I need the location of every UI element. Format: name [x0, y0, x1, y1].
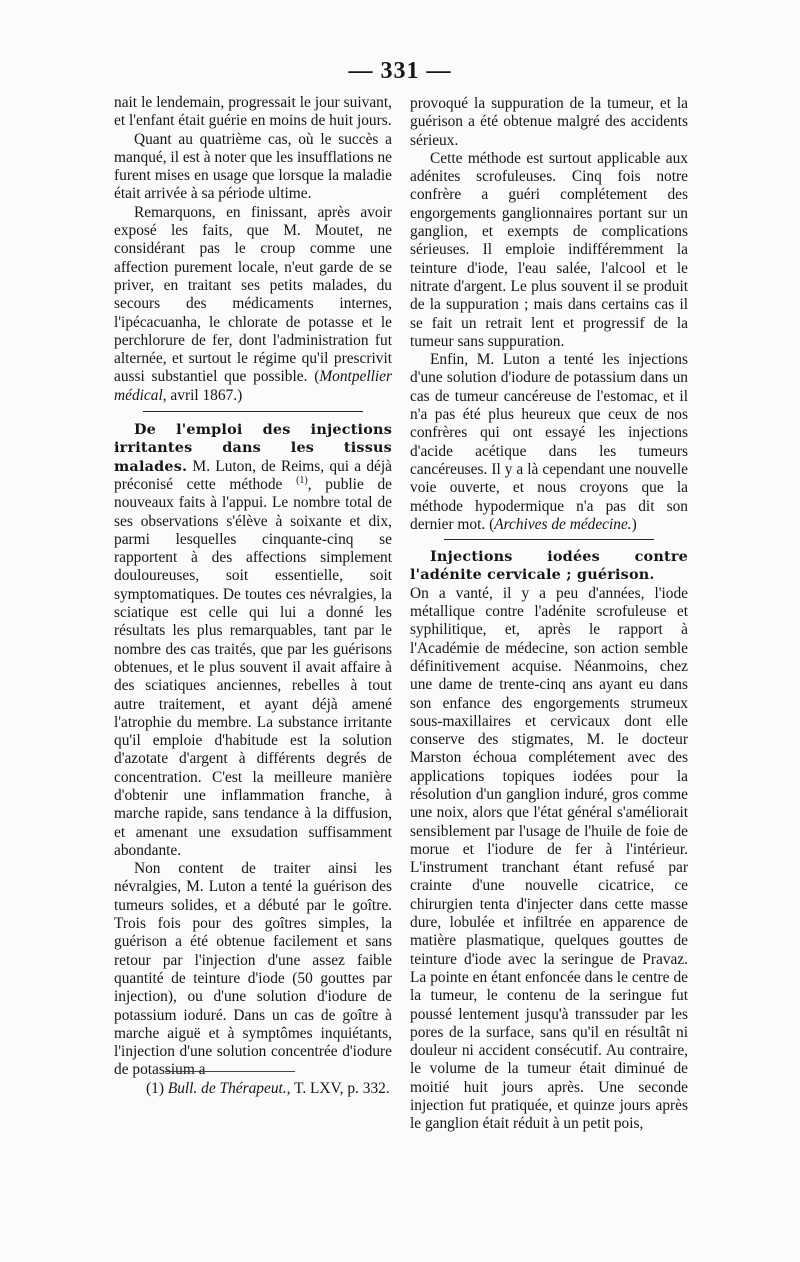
paragraph: Non content de traiter ainsi les névralgies, M. Luton a tenté la guérison des tumeurs solides, et a débuté par le goître. Trois fois pour des goîtres simples, la guérison a été obtenue facilement et sans retour par l'injection d'une assez faible quantité de teinture d'iode (50 gouttes par injection), ou d'une solution d'iodure de potassium ioduré. Dans un cas de goître à marche aiguë et à symptômes inquiétants, l'injection d'une solution concentrée d'iodure de potassium a — [114, 860, 392, 1079]
paragraph-text: M. Luton, de Reims, qui a déjà préconisé cette méthode — [114, 457, 392, 493]
paragraph: On a vanté, il y a peu d'années, l'iode métallique contre l'adénite scrofuleuse et syphilitique, et, après le rapport à l'Académie de médecine, son action semble définitivement acquise. Néanmoins, chez une dame de trente-cinq ans ayant eu dans son enfance des engorgements strumeux sous-maxillaires et cervicaux dont elle conserve des stigmates, M. le docteur Marston échoua complétement avec des applications topiques iodées pour la résolution d'un ganglion induré, gros comme une noix, alors que l'état général s'améliorait sensiblement par l'usage de l'huile de foie de morue et l'iodure de fer à l'intérieur. L'instrument tranchant étant refusé par crainte d'une nouvelle cicatrice, ce chirurgien tenta d'injecter dans cette masse dure, lobulée et infiltrée en apparence de matière plasmatique, quelques gouttes de teinture d'iode avec la seringue de Pravaz. La pointe en étant enfoncée dans le centre de la tumeur, le contenu de la seringue fut poussé lentement jusqu'à transsuder par les pores de la surface, sans qu'il en résultât ni douleur ni accident consécutif. Au contraire, le volume de la tumeur était diminué de moitié huit jours après. Une seconde injection fut pratiquée, et quinze jours après le ganglion était réduit à un petit pois, — [410, 584, 688, 1133]
paragraph-text: , publie de nouveaux faits à l'appui. Le nombre total de ses observations s'élève à soixante et dix, parmi lesquelles cinquante-cinq se rapportent à des affections simplement douloureuses, soit essentielle, soit symptomatiques. De toutes ces névralgies, la sciatique est celle qui lui a donné les résultats les plus remarquables, tant par le nombre des cas traités, que par les guérisons obtenues, et le plus souvent il avait affaire à des sciatiques anciennes, rebelles à tout autre traitement, et ayant déjà amené l'atrophie du membre. La substance irritante qu'il emploie d'habitude est la solution d'azotate d'argent à différents degrés de concentration. C'est la meilleure manière d'obtenir une inflammation franche, à marche rapide, sans tendance à la diffusion, et amenant une exsudation suffisamment abondante. — [114, 475, 392, 859]
paragraph-text: ) — [631, 515, 637, 533]
section-heading: Injections iodées contre l'adénite cervicale ; guérison. — [410, 548, 688, 584]
source-citation: Montpellier médical, — [114, 368, 392, 404]
paragraph-text: avril 1867.) — [166, 386, 243, 404]
paragraph: provoqué la suppuration de la tumeur, et la guérison a été obtenue malgré des accidents sérieux. — [410, 95, 688, 149]
paragraph-text: Enfin, M. Luton a tenté les injections d'une solution d'iodure de potassium dans un cas de tumeur cancéreuse de l'estomac, et il n'a pas été plus heureux que ceux de nos confrères qui ont essayé les injections d'acide acétique dans les tumeurs cancéreuses. Il y a là cependant une nouvelle voie ouverte, et nous croyons que la méthode hypodermique n'a pas dit son dernier mot. ( — [410, 351, 688, 533]
paragraph: Cette méthode est surtout applicable aux adénites scrofuleuses. Cinq fois notre confrère a guéri complétement des engorgements ganglionnaires portant sur un ganglion, et exempts de complications sérieuses. Il emploie indifféremment la teinture d'iode, l'eau salée, l'alcool et le nitrate d'argent. Le plus souvent il se produit de la suppuration ; mais dans certains cas il se fait un retrait lent et progressif de la tumeur sans suppuration. — [410, 149, 688, 350]
footnote-reference: (1) — [296, 474, 308, 486]
paragraph: nait le lendemain, progressait le jour suivant, et l'enfant était guérie en moins de huit jours. — [114, 94, 392, 130]
footnote-mark: (1) — [146, 1080, 164, 1097]
section-divider — [143, 411, 363, 412]
paragraph — [114, 204, 392, 405]
footnote-source: Bull. de Thérapeut., — [167, 1080, 291, 1097]
left-column — [114, 94, 392, 1080]
paragraph — [410, 351, 688, 534]
paragraph: Quant au quatrième cas, où le succès a manqué, il est à noter que les insufflations ne furent mises en usage que lorsque la maladie était arrivée à sa période ultime. — [114, 130, 392, 203]
footnote — [114, 1080, 392, 1098]
footnote-divider — [165, 1071, 295, 1072]
section-divider — [444, 539, 654, 540]
paragraph — [114, 421, 392, 860]
source-citation: Archives de médecine. — [494, 515, 632, 533]
footnote-detail: T. LXV, p. 332. — [290, 1080, 390, 1097]
footnote-text — [114, 1080, 392, 1098]
section-heading: De l'emploi des injections irritantes dans les tissus malades. — [114, 421, 392, 475]
paragraph-text: Remarquons, en finissant, après avoir exposé les faits, que M. Moutet, ne considérant pas le croup comme une affection purement locale, n'eut garde de se priver, en traitant ses petits malades, du secours des médicaments internes, l'ipécacuanha, le chlorate de potasse et le perchlorure de fer, dont l'administration fut alternée, et surtout le régime qu'il prescrivit aussi substantiel que possible. ( — [114, 203, 392, 386]
page-number: — 331 — — [348, 58, 452, 84]
right-column — [410, 95, 688, 1134]
paragraph — [410, 548, 688, 585]
